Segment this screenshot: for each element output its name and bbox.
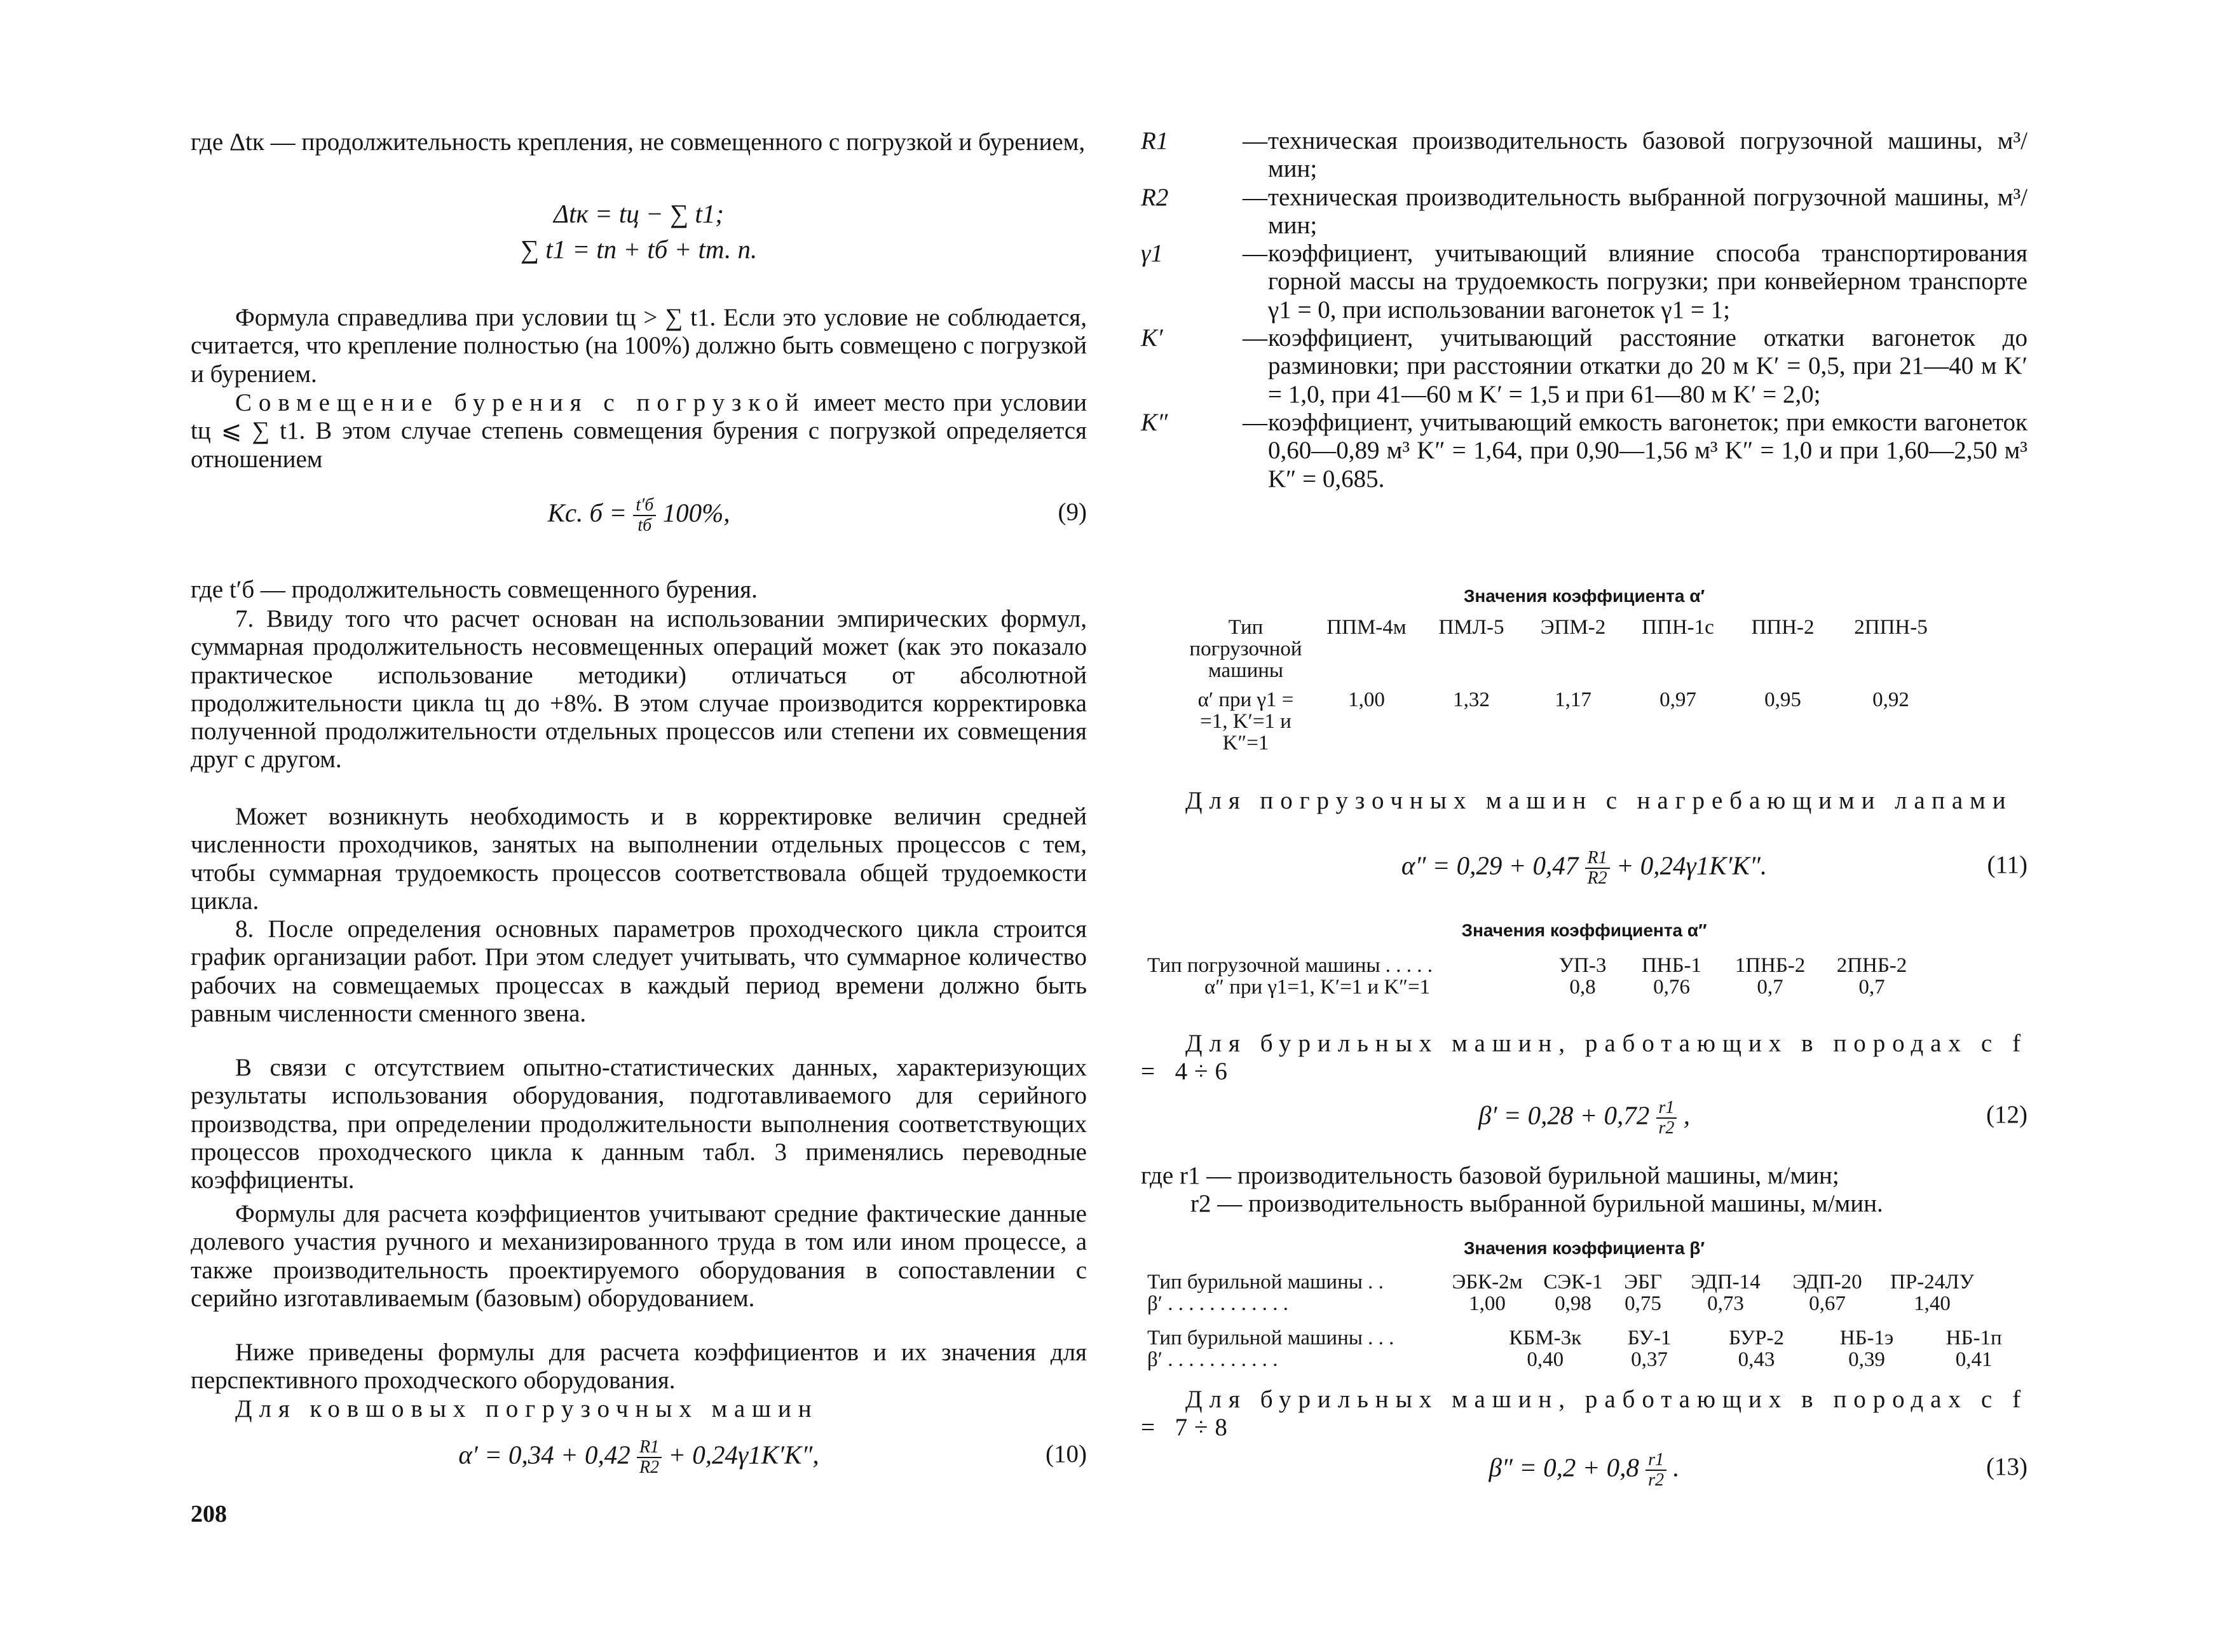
table-2-value: 0,8: [1569, 976, 1596, 999]
table-3a-row-types: [1141, 1271, 1986, 1293]
table-3a-value: 0,75: [1625, 1292, 1661, 1315]
right-page: [1141, 0, 2028, 1652]
table-3b-value: 0,40: [1527, 1348, 1564, 1371]
table-2-value: 0,76: [1653, 976, 1690, 999]
formula-delta-tk: Δtк = tц − ∑ t1;: [554, 199, 724, 228]
table-3a-type: ЭДП-20: [1792, 1271, 1862, 1294]
formula-sum-t1: ∑ t1 = tп + tб + tт. п.: [520, 235, 758, 264]
table-3b-type: КБМ-3к: [1509, 1327, 1582, 1349]
formula-13-lhs: β″ = 0,2 + 0,8: [1489, 1452, 1639, 1482]
table-2-type: 1ПНБ-2: [1735, 954, 1806, 977]
definition-r1-symbol: R1: [1141, 127, 1169, 154]
definition-k-double-prime-symbol: K″: [1141, 408, 1168, 436]
table-3a-row-label: Тип бурильной машины . .: [1147, 1271, 1384, 1294]
definition-r1-text: техническая производительность базовой погрузочной машины, м³/мин;: [1268, 127, 2028, 183]
definition-r2: R2 — техническая производительность выбранной погрузочной машины, м³/мин;: [1141, 183, 2028, 239]
formula-12-denominator: r2: [1658, 1118, 1675, 1138]
table-3a-value: 0,67: [1809, 1292, 1846, 1315]
table-1-value-label: α′ при γ1 = =1, K′=1 и K″=1: [1197, 688, 1294, 754]
definition-k-double-prime-text: коэффициент, учитывающий емкость вагонеток; при емкости вагонеток 0,60—0,89 м³ K″ = 1,64, при 0,90—1,56 м³ K″ = 1,0 и при 1,60—2,50 м³ K″ = 0,685.: [1268, 408, 2028, 493]
left-page: [191, 0, 1087, 1652]
formula-11-lhs: α″ = 0,29 + 0,47: [1401, 850, 1579, 880]
table-3a-value-label: β′ . . . . . . . . . . . .: [1147, 1292, 1289, 1315]
formula-10: [191, 1438, 1087, 1477]
paragraph-correction: Может возникнуть необходимость и в корректировке величин средней численности проходчиков, занятых на выполнении отдельных процессов с тем, чтобы суммарная трудоемкость процессов соответствовала общей трудоемкости цикла.: [191, 803, 1087, 915]
formula-9-denominator: tб: [637, 515, 652, 535]
paragraph-formulas: Формулы для расчета коэффициентов учитывают средние фактические данные долевого участия ручного и механизированного труда в том или ином процессе, а также производительность проектируемого оборудования в сопоставлении с серийно изготавливаемым (базовым) оборудованием.: [191, 1200, 1087, 1312]
definition-k-double-prime: K″ — коэффициент, учитывающий емкость вагонеток; при емкости вагонеток 0,60—0,89 м³ K″ = 1,64, при 0,90—1,56 м³ K″ = 1,0 и при 1,60—2,50 м³ K″ = 0,685.: [1141, 408, 2028, 493]
table-1-type: ППН-1с: [1642, 616, 1714, 639]
table-1: [1179, 617, 1948, 754]
spaced-heading: Совмещение бурения с погрузкой: [235, 389, 806, 416]
table-1-value: 0,95: [1764, 688, 1801, 711]
formula-12-fraction: [1656, 1098, 1677, 1138]
heading-drills-f7-8: Для бурильных машин, работающих в породах с f = 7÷8: [1141, 1386, 2028, 1442]
definition-r2-symbol: R2: [1141, 183, 1169, 211]
table-1-type: ЭПМ-2: [1540, 616, 1606, 639]
paragraph-8: 8. После определения основных параметров проходческого цикла строится график организации работ. При этом следует учитывать, что суммарное количество рабочих на совмещаемых процессах в каждый период времени должно быть равным численности сменного звена.: [191, 915, 1087, 1027]
table-1-type: ППН-2: [1751, 616, 1815, 639]
formula-10-numerator: R1: [637, 1438, 662, 1458]
formula-9-lhs: Kс. б =: [547, 498, 627, 528]
heading-bucket-loaders: Для ковшовых погрузочных машин: [235, 1395, 819, 1423]
table-3a-value: 0,98: [1555, 1292, 1591, 1315]
table-1-type: 2ППН-5: [1854, 616, 1928, 639]
table-3b-value: 0,39: [1848, 1348, 1885, 1371]
table-3b-value: 0,41: [1955, 1348, 1993, 1371]
table-3a-value: 1,00: [1469, 1292, 1506, 1315]
formula-10-lhs: α′ = 0,34 + 0,42: [458, 1440, 630, 1470]
formula-9-fraction: [633, 496, 656, 535]
formula-9: [191, 496, 1087, 535]
table-2-value: 0,7: [1858, 976, 1885, 999]
heading-raking-loaders: Для погрузочных машин с нагребающими лапами: [1185, 787, 2013, 814]
table-3b-row-label: Тип бурильной машины . . .: [1147, 1327, 1394, 1349]
table-1-value: 0,97: [1660, 688, 1696, 711]
definition-gamma1: γ1 — коэффициент, учитывающий влияние способа транспортирования горной массы на трудоемкость погрузки; при конвейерном транспорте γ1 = 0, при использовании вагонеток γ1 = 1;: [1141, 240, 2028, 324]
formula-10-number: (10): [1046, 1440, 1087, 1468]
formula-13-fraction: [1646, 1451, 1666, 1490]
table-3a-value: 0,73: [1707, 1292, 1744, 1315]
formula-11-number: (11): [1987, 851, 2028, 878]
table-3a-value: 1,40: [1914, 1292, 1951, 1315]
definition-k-prime-text: коэффициент, учитывающий расстояние откатки вагонеток до разминовки; при расстоянии откатки до 20 м K′ = 0,5, при 21—40 м K′ = 1,0, при 41—60 м K′ = 1,5 и при 61—80 м K′ = 2,0;: [1268, 324, 2028, 408]
table-3a-type: ЭДП-14: [1691, 1271, 1761, 1294]
formula-10-fraction: [637, 1438, 662, 1477]
table-3b-type: БУ-1: [1627, 1327, 1672, 1349]
heading-drills-f4-6: Для бурильных машин, работающих в породах с f = 4÷6: [1141, 1030, 2028, 1086]
definition-tb: где t′б — продолжительность совмещенного бурения.: [191, 576, 758, 603]
formula-11-numerator: R1: [1585, 849, 1610, 869]
table-3a-type: ПР-24ЛУ: [1890, 1271, 1974, 1294]
formula-9-rhs: 100%,: [662, 498, 730, 528]
table-3a-type: ЭБК-2м: [1452, 1271, 1523, 1294]
table-2-type: 2ПНБ-2: [1836, 954, 1907, 977]
formula-13-numerator: r1: [1646, 1451, 1666, 1471]
table-1-row-values: [1179, 681, 1948, 754]
formula-12: [1141, 1098, 2028, 1138]
table-3a-type: ЭБГ: [1624, 1271, 1662, 1294]
table-3b-value: 0,37: [1631, 1348, 1668, 1371]
definition-gamma1-symbol: γ1: [1141, 240, 1163, 268]
table-1-type: ПМЛ-5: [1438, 616, 1504, 639]
table-1-value: 0,92: [1872, 688, 1909, 711]
table-3b-type: НБ-1п: [1946, 1327, 2002, 1349]
table-3b-value: 0,43: [1738, 1348, 1775, 1371]
table-2-title: Значения коэффициента α″: [1461, 920, 1707, 940]
table-3b-value-label: β′ . . . . . . . . . . .: [1147, 1348, 1278, 1371]
table-1-type: ППМ-4м: [1326, 616, 1407, 639]
table-2-row-label: Тип погрузочной машины . . . . .: [1147, 954, 1433, 977]
formula-13-number: (13): [1986, 1453, 2028, 1480]
definition-r2-text: техническая производительность выбранной погрузочной машины, м³/мин;: [1268, 183, 2028, 239]
definition-delta-tk: где Δtк — продолжительность крепления, не совмещенного с погрузкой и бурением,: [191, 128, 1086, 156]
formula-11-fraction: [1585, 849, 1610, 888]
table-2-type: УП-3: [1558, 954, 1607, 977]
table-3a: [1141, 1271, 1986, 1314]
formula-10-denominator: R2: [639, 1457, 660, 1477]
page-number: 208: [191, 1501, 227, 1527]
formula-13-rhs: .: [1673, 1452, 1680, 1482]
paragraph-7: 7. Ввиду того что расчет основан на использовании эмпирических формул, суммарная продолжительность несовмещенных операций может (как это показало практическое использование методики) отличаться от абсолютной продолжительности цикла tц до +8%. В этом случае производится корректировка полученной продолжительности отдельных процессов или степени их совмещения друг с другом.: [191, 605, 1087, 774]
paragraph-formula-valid: Формула справедлива при условии tц > ∑ t1. Если это условие не соблюдается, считается, что крепление полностью (на 100%) должно быть совмещено с погрузкой и бурением.: [191, 304, 1087, 388]
paragraph-sovmeshchenie: [191, 389, 1087, 474]
table-3b: [1141, 1327, 2028, 1370]
formula-9-numerator: t′б: [633, 496, 656, 516]
table-3b-type: БУР-2: [1728, 1327, 1784, 1349]
definition-r2-drill: r2 — производительность выбранной бурильной машины, м/мин.: [1190, 1190, 1883, 1217]
formula-12-number: (12): [1986, 1101, 2028, 1128]
formula-11-denominator: R2: [1587, 868, 1607, 888]
table-2-type: ПНБ-1: [1641, 954, 1702, 977]
table-2-row-types: [1141, 955, 1923, 976]
formula-13-denominator: r2: [1648, 1470, 1664, 1490]
table-1-value: 1,17: [1555, 688, 1591, 711]
table-3b-row-types: [1141, 1327, 2028, 1349]
paragraph-below: Ниже приведены формулы для расчета коэффициентов и их значения для перспективного проходческого оборудования.: [191, 1339, 1087, 1395]
formula-10-rhs: + 0,24γ1K′K″,: [668, 1440, 819, 1470]
definition-r1: R1 — техническая производительность базовой погрузочной машины, м³/мин;: [1141, 127, 2028, 183]
definition-k-prime-symbol: K′: [1141, 324, 1163, 352]
formula-13: [1141, 1451, 2028, 1490]
table-3-title: Значения коэффициента β′: [1463, 1238, 1705, 1258]
table-1-value: 1,32: [1453, 688, 1490, 711]
definition-k-prime: K′ — коэффициент, учитывающий расстояние откатки вагонеток до разминовки; при расстоянии откатки до 20 м K′ = 0,5, при 21—40 м K′ = 1,0, при 41—60 м K′ = 1,5 и при 61—80 м K′ = 2,0;: [1141, 324, 2028, 408]
formula-12-numerator: r1: [1656, 1098, 1677, 1119]
table-2-row-values: [1141, 976, 1923, 998]
paragraph-sovmeshchenie-text: имеет место при условии tц ⩽ ∑ t1. В этом случае степень совмещения бурения с погрузкой определяется отношением: [191, 389, 1087, 473]
formula-9-number: (9): [1058, 498, 1087, 526]
table-2-value: 0,7: [1757, 976, 1783, 999]
table-1-row-label: Тип погрузочной машины: [1189, 616, 1302, 682]
table-3a-type: СЭК-1: [1543, 1271, 1603, 1294]
table-3a-row-values: [1141, 1293, 1986, 1314]
table-3b-row-values: [1141, 1349, 2028, 1370]
table-1-value: 1,00: [1348, 688, 1385, 711]
definitions-list: [1141, 127, 2028, 493]
formula-11-rhs: + 0,24γ1K′K″.: [1616, 850, 1768, 880]
table-1-row-types: [1179, 617, 1948, 681]
paragraph-statistics: В связи с отсутствием опытно-статистических данных, характеризующих результаты использования оборудования, подготавливаемого для серийного производства, при определении продолжительности выполнения соответствующих процессов проходческого цикла к данным табл. 3 применялись переводные коэффициенты.: [191, 1054, 1087, 1194]
formula-12-rhs: ,: [1683, 1100, 1690, 1130]
table-3b-type: НБ-1э: [1839, 1327, 1894, 1349]
table-1-title: Значения коэффициента α′: [1463, 586, 1705, 606]
table-2: [1141, 955, 1923, 998]
definition-r1-drill: где r1 — производительность базовой бурильной машины, м/мин;: [1141, 1162, 1839, 1189]
formula-12-lhs: β′ = 0,28 + 0,72: [1478, 1100, 1650, 1130]
definition-gamma1-text: коэффициент, учитывающий влияние способа транспортирования горной массы на трудоемкость погрузки; при конвейерном транспорте γ1 = 0, при использовании вагонеток γ1 = 1;: [1268, 240, 2028, 324]
table-2-value-label: α″ при γ1=1, K′=1 и K″=1: [1204, 976, 1431, 999]
formula-11: [1141, 849, 2028, 888]
